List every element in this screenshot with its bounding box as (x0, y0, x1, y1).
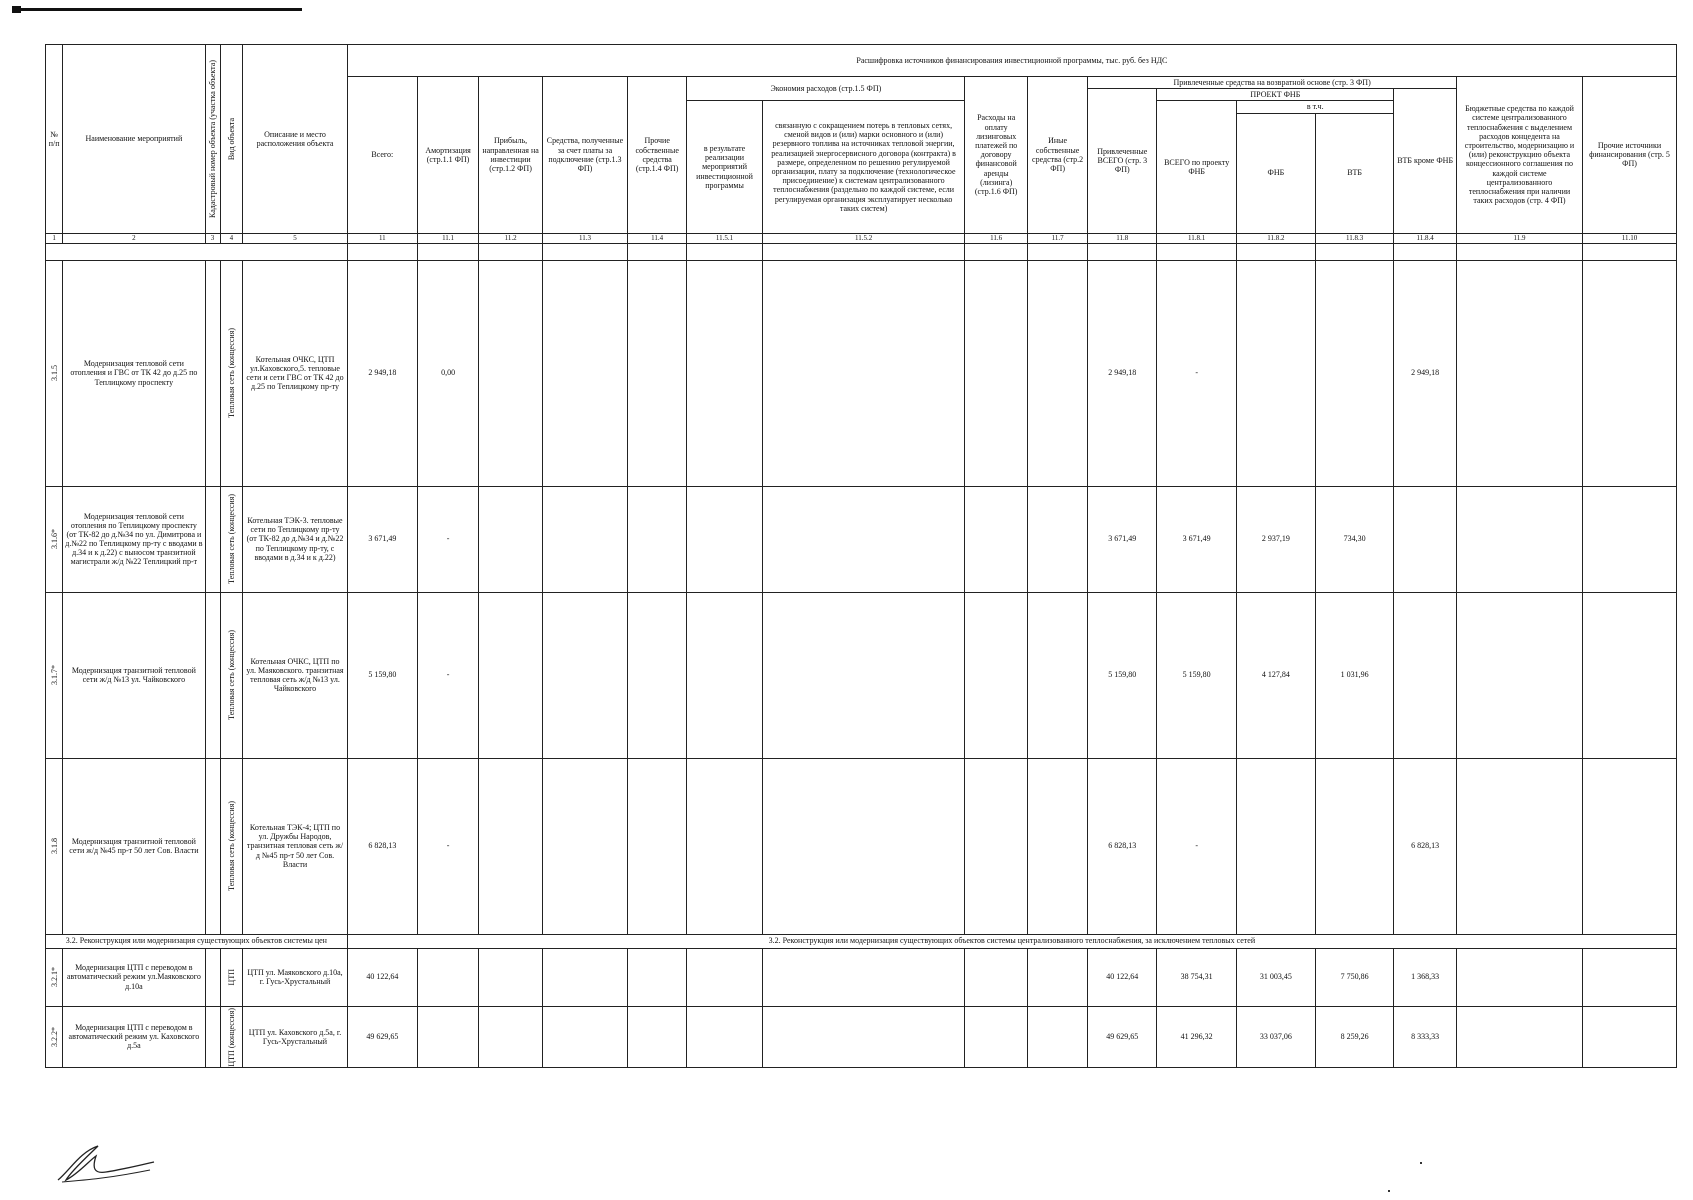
row-econ-1 (687, 1006, 762, 1068)
row-total: 3 671,49 (347, 486, 417, 592)
row-name: Модернизация транзитной тепловой сети ж/д №13 ул. Чайковского (63, 592, 205, 758)
row-profit (479, 260, 543, 486)
row-amort: - (417, 486, 478, 592)
spacer-cell (628, 243, 687, 260)
spacer-cell (1456, 243, 1582, 260)
row-econ-2 (762, 260, 965, 486)
col-name-header: Наименование мероприятий (63, 45, 205, 234)
row-other-own (628, 948, 687, 1006)
index-cell: 11.10 (1583, 233, 1677, 243)
col-fnb-project-header: ПРОЕКТ ФНБ (1157, 89, 1394, 101)
row-total: 40 122,64 (347, 948, 417, 1006)
row-amort (417, 948, 478, 1006)
index-row (46, 233, 1677, 243)
spacer-cell (1088, 243, 1157, 260)
col-borrowed-total-header: Привлеченные ВСЕГО (стр. 3 ФП) (1088, 89, 1157, 233)
index-cell: 11.5.2 (762, 233, 965, 243)
spacer-cell (1394, 243, 1457, 260)
row-no: 3.1.6* (49, 529, 59, 550)
row-vtb-except (1394, 486, 1457, 592)
index-cell: 3 (205, 233, 220, 243)
spacer-cell (965, 243, 1028, 260)
scan-speck (1420, 1162, 1422, 1164)
index-cell: 11.8.1 (1157, 233, 1237, 243)
row-connect (542, 1006, 627, 1068)
type-label: Вид объекта (226, 117, 236, 160)
row-fnb (1237, 758, 1316, 934)
row-budget (1456, 486, 1582, 592)
row-other-own2 (1027, 260, 1087, 486)
spacer-cell (46, 243, 348, 260)
col-incl-header: в т.ч. (1237, 101, 1394, 113)
row-fnb: 2 937,19 (1237, 486, 1316, 592)
row-desc: ЦТП ул. Маяковского д.10а, г. Гусь-Хрустальный (243, 948, 348, 1006)
row-borrowed: 3 671,49 (1088, 486, 1157, 592)
row-type: Тепловая сеть (концессия) (226, 801, 236, 891)
row-borrowed: 5 159,80 (1088, 592, 1157, 758)
row-type: ЦТП (концессия) (226, 1007, 236, 1067)
spacer-cell (687, 243, 762, 260)
row-other-sources (1583, 486, 1677, 592)
row-desc: Котельная ТЭК-3. тепловые сети по Теплицкому пр-ту (от ТК-82 до д.№34 и д.№22 по Теплицкому пр-ту, с вводами в д.34 и к д.22) (243, 486, 348, 592)
row-fnb (1237, 260, 1316, 486)
group-title: Расшифровка источников финансирования инвестиционной программы, тыс. руб. без НДС (347, 45, 1676, 77)
section-title-right: 3.2. Реконструкция или модернизация существующих объектов системы централизованного теплоснабжения, за исключением тепловых сетей (347, 934, 1676, 948)
top-mark (12, 6, 21, 13)
investment-table (45, 44, 1677, 1068)
row-cadastral (205, 948, 220, 1006)
row-vtb-except: 6 828,13 (1394, 758, 1457, 934)
row-type: ЦТП (226, 968, 236, 986)
spacer-cell (542, 243, 627, 260)
row-vtb (1315, 758, 1394, 934)
row-total: 6 828,13 (347, 758, 417, 934)
row-borrowed: 6 828,13 (1088, 758, 1157, 934)
row-total: 2 949,18 (347, 260, 417, 486)
row-other-own2 (1027, 758, 1087, 934)
index-cell: 11.3 (542, 233, 627, 243)
row-cadastral (205, 592, 220, 758)
index-cell: 11 (347, 233, 417, 243)
row-connect (542, 948, 627, 1006)
row-type-cell (220, 260, 243, 486)
row-cadastral (205, 1006, 220, 1068)
row-leasing (965, 592, 1028, 758)
table-row (46, 486, 1677, 592)
row-cadastral (205, 486, 220, 592)
row-type-cell (220, 948, 243, 1006)
row-type-cell (220, 486, 243, 592)
section-title-left: 3.2. Реконструкция или модернизация существующих объектов системы цен (46, 934, 348, 948)
row-vtb-except: 2 949,18 (1394, 260, 1457, 486)
row-vtb-except: 1 368,33 (1394, 948, 1457, 1006)
row-no-cell (46, 486, 63, 592)
row-vtb (1315, 260, 1394, 486)
row-type: Тепловая сеть (концессия) (226, 328, 236, 418)
index-cell: 11.8.2 (1237, 233, 1316, 243)
col-leasing-header: Расходы на оплату лизинговых платежей по договору финансовой аренды (лизинга) (стр.1.6 ФП) (965, 77, 1028, 234)
row-type-cell (220, 758, 243, 934)
index-cell: 11.8.3 (1315, 233, 1394, 243)
signature (50, 1140, 160, 1190)
col-cadastral-header (205, 45, 220, 234)
row-budget (1456, 260, 1582, 486)
row-vtb: 1 031,96 (1315, 592, 1394, 758)
index-cell: 4 (220, 233, 243, 243)
row-fnb-total: 3 671,49 (1157, 486, 1237, 592)
row-type: Тепловая сеть (концессия) (226, 630, 236, 720)
row-total: 5 159,80 (347, 592, 417, 758)
col-econ-group-header: Экономия расходов (стр.1.5 ФП) (687, 77, 965, 101)
row-amort: 0,00 (417, 260, 478, 486)
spacer-cell (479, 243, 543, 260)
row-fnb-total: 38 754,31 (1157, 948, 1237, 1006)
row-vtb: 8 259,26 (1315, 1006, 1394, 1068)
row-other-own2 (1027, 1006, 1087, 1068)
row-other-own2 (1027, 592, 1087, 758)
col-amort-header: Амортизация (стр.1.1 ФП) (417, 77, 478, 234)
spacer-cell (347, 243, 417, 260)
row-borrowed: 2 949,18 (1088, 260, 1157, 486)
row-profit (479, 1006, 543, 1068)
row-fnb-total: - (1157, 260, 1237, 486)
col-total-header: Всего: (347, 77, 417, 234)
row-cadastral (205, 758, 220, 934)
index-cell: 11.9 (1456, 233, 1582, 243)
row-name: Модернизация транзитной тепловой сети ж/д №45 пр-т 50 лет Сов. Власти (63, 758, 205, 934)
spacer-cell (762, 243, 965, 260)
index-cell: 1 (46, 233, 63, 243)
spacer-cell (1315, 243, 1394, 260)
row-cadastral (205, 260, 220, 486)
row-desc: Котельная ОЧКС, ЦТП ул.Каховского,5. тепловые сети и сети ГВС от ТК 42 до д.25 по Теплицкому пр-ту (243, 260, 348, 486)
row-budget (1456, 948, 1582, 1006)
row-no: 3.2.1* (49, 967, 59, 988)
row-other-own (628, 1006, 687, 1068)
col-fnb-total-header: ВСЕГО по проекту ФНБ (1157, 101, 1237, 233)
row-leasing (965, 948, 1028, 1006)
row-no: 3.2.2* (49, 1026, 59, 1047)
index-cell: 11.2 (479, 233, 543, 243)
row-vtb-except (1394, 592, 1457, 758)
cadastral-label: Кадастровый номер объекта (участка объекта) (207, 59, 217, 218)
row-desc: ЦТП ул. Каховского д.5а, г. Гусь-Хрустальный (243, 1006, 348, 1068)
spacer-cell (417, 243, 478, 260)
row-fnb-total: 41 296,32 (1157, 1006, 1237, 1068)
row-leasing (965, 1006, 1028, 1068)
row-name: Модернизация ЦТП с переводом в автоматический режим ул. Каховского д.5а (63, 1006, 205, 1068)
row-profit (479, 592, 543, 758)
index-cell: 11.5.1 (687, 233, 762, 243)
col-econ-1-header: в результате реализации мероприятий инвестиционной программы (687, 101, 762, 233)
row-econ-1 (687, 948, 762, 1006)
col-no-header: № п/п (46, 45, 63, 234)
col-budget-header: Бюджетные средства по каждой системе централизованного теплоснабжения с выделением расходов концедента на строительство, модернизацию и (или) реконструкцию объекта концессионного соглашения по каждой системе централизованного теплоснабжения при наличии таких расходов (стр. 4 ФП) (1456, 77, 1582, 234)
row-profit (479, 486, 543, 592)
top-rule (12, 8, 302, 11)
row-fnb: 4 127,84 (1237, 592, 1316, 758)
row-other-own (628, 758, 687, 934)
table-row (46, 260, 1677, 486)
row-connect (542, 592, 627, 758)
row-name: Модернизация тепловой сети отопления и ГВС от ТК 42 до д.25 по Теплицкому проспекту (63, 260, 205, 486)
row-no: 3.1.5 (49, 365, 59, 382)
row-amort (417, 1006, 478, 1068)
row-no-cell (46, 758, 63, 934)
index-cell: 5 (243, 233, 348, 243)
index-cell: 2 (63, 233, 205, 243)
row-econ-2 (762, 948, 965, 1006)
col-other-own2-header: Иные собственные средства (стр.2 ФП) (1027, 77, 1087, 234)
row-total: 49 629,65 (347, 1006, 417, 1068)
row-other-sources (1583, 1006, 1677, 1068)
row-vtb: 7 750,86 (1315, 948, 1394, 1006)
section-row (46, 934, 1677, 948)
row-budget (1456, 758, 1582, 934)
row-type: Тепловая сеть (концессия) (226, 494, 236, 584)
col-fnb-header: ФНБ (1237, 113, 1316, 233)
col-connect-header: Средства, полученные за счет платы за подключение (стр.1.3 ФП) (542, 77, 627, 234)
row-other-own (628, 486, 687, 592)
row-borrowed: 49 629,65 (1088, 1006, 1157, 1068)
row-no-cell (46, 260, 63, 486)
row-vtb-except: 8 333,33 (1394, 1006, 1457, 1068)
row-fnb: 31 003,45 (1237, 948, 1316, 1006)
index-cell: 11.7 (1027, 233, 1087, 243)
row-connect (542, 260, 627, 486)
row-amort: - (417, 592, 478, 758)
row-other-sources (1583, 260, 1677, 486)
spacer-cell (1157, 243, 1237, 260)
spacer-row (46, 243, 1677, 260)
row-other-own2 (1027, 948, 1087, 1006)
col-profit-header: Прибыль, направленная на инвестиции (стр.1.2 ФП) (479, 77, 543, 234)
row-no: 3.1.7* (49, 665, 59, 686)
row-econ-2 (762, 1006, 965, 1068)
index-cell: 11.8.4 (1394, 233, 1457, 243)
row-type-cell (220, 592, 243, 758)
row-no: 3.1.8 (49, 838, 59, 855)
row-other-sources (1583, 592, 1677, 758)
table-row (46, 948, 1677, 1006)
index-cell: 11.1 (417, 233, 478, 243)
table-row (46, 1006, 1677, 1068)
row-desc: Котельная ОЧКС, ЦТП по ул. Маяковского. транзитная тепловая сеть ж/д №13 ул. Чайковского (243, 592, 348, 758)
table-row (46, 592, 1677, 758)
row-leasing (965, 486, 1028, 592)
row-econ-2 (762, 592, 965, 758)
row-other-own (628, 260, 687, 486)
scan-speck (1388, 1190, 1390, 1192)
col-borrowed-group-header: Привлеченные средства на возвратной основе (стр. 3 ФП) (1088, 77, 1457, 89)
col-desc-header: Описание и место расположения объекта (243, 45, 348, 234)
row-name: Модернизация тепловой сети отопления по Теплицкому проспекту (от ТК-82 до д.№34 по ул. Димитрова и д.№22 по Теплицкому пр-ту с вводами в д.34 и к д.22) с выносом транзитной магистрали ж/д №22 Теплицкий пр-т (63, 486, 205, 592)
index-cell: 11.6 (965, 233, 1028, 243)
row-borrowed: 40 122,64 (1088, 948, 1157, 1006)
row-econ-1 (687, 758, 762, 934)
row-fnb-total: 5 159,80 (1157, 592, 1237, 758)
row-no-cell (46, 948, 63, 1006)
row-name: Модернизация ЦТП с переводом в автоматический режим ул.Маяковского д.10а (63, 948, 205, 1006)
row-connect (542, 486, 627, 592)
row-econ-1 (687, 260, 762, 486)
row-other-own2 (1027, 486, 1087, 592)
row-vtb: 734,30 (1315, 486, 1394, 592)
row-econ-2 (762, 486, 965, 592)
spacer-cell (1027, 243, 1087, 260)
row-type-cell (220, 1006, 243, 1068)
row-budget (1456, 1006, 1582, 1068)
spacer-cell (1583, 243, 1677, 260)
row-leasing (965, 758, 1028, 934)
row-leasing (965, 260, 1028, 486)
row-connect (542, 758, 627, 934)
row-no-cell (46, 592, 63, 758)
row-other-own (628, 592, 687, 758)
table-row (46, 758, 1677, 934)
row-fnb: 33 037,06 (1237, 1006, 1316, 1068)
row-amort: - (417, 758, 478, 934)
index-cell: 11.8 (1088, 233, 1157, 243)
spacer-cell (1237, 243, 1316, 260)
col-type-header (220, 45, 243, 234)
row-econ-2 (762, 758, 965, 934)
row-fnb-total: - (1157, 758, 1237, 934)
row-econ-1 (687, 592, 762, 758)
col-econ-2-header: связанную с сокращением потерь в тепловых сетях, сменой видов и (или) марки основного и (или) резервного топлива на источниках тепловой энергии, реализацией энергосервисного договора (контракта) в размере, определенном по решению регулируемой организации, плату за подключение (технологическое присоединение) к системам централизованного теплоснабжения (раздельно по каждой системе, если регулируемая организация эксплуатирует несколько таких систем) (762, 101, 965, 233)
row-budget (1456, 592, 1582, 758)
row-other-sources (1583, 948, 1677, 1006)
index-cell: 11.4 (628, 233, 687, 243)
row-econ-1 (687, 486, 762, 592)
col-other-sources-header: Прочие источники финансирования (стр. 5 ФП) (1583, 77, 1677, 234)
row-profit (479, 948, 543, 1006)
row-other-sources (1583, 758, 1677, 934)
col-other-own-header: Прочие собственные средства (стр.1.4 ФП) (628, 77, 687, 234)
row-desc: Котельная ТЭК-4; ЦТП по ул. Дружбы Народов, транзитная тепловая сеть ж/д №45 пр-т 50 лет Сов. Власти (243, 758, 348, 934)
col-vtb-except-header: ВТБ кроме ФНБ (1394, 89, 1457, 233)
row-profit (479, 758, 543, 934)
row-no-cell (46, 1006, 63, 1068)
col-vtb-header: ВТБ (1315, 113, 1394, 233)
